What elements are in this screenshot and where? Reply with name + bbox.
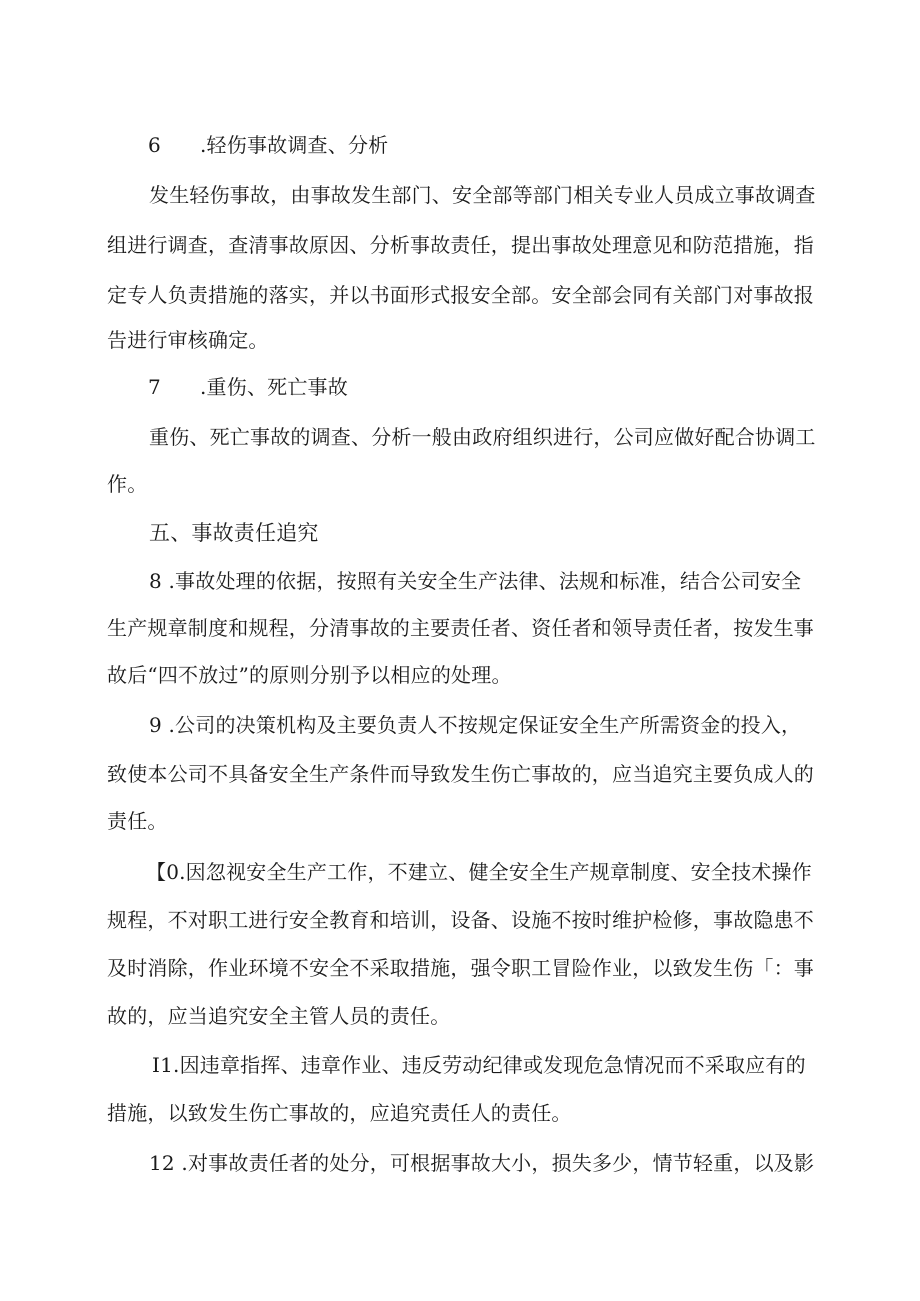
item-10-line-3: 及时消除，作业环境不安全不采取措施，强令职工冒险作业，以致发生伤「：事: [107, 956, 814, 980]
chapter-5-heading: 五、事故责任追究: [149, 521, 319, 545]
section-6-paragraph-line-2: 组进行调查，查清事故原因、分析事故责任，提出事故处理意见和防范措施，指: [107, 233, 814, 257]
item-11-line-1: I1.因违章指挥、违章作业、违反劳动纪律或发现危急情况而不采取应有的: [152, 1053, 806, 1077]
item-12-line-1: 12 .对事故责任者的处分，可根据事故大小，损失多少，情节轻重，以及影: [149, 1151, 815, 1175]
section-6-paragraph-line-3: 定专人负责措施的落实，并以书面形式报安全部。安全部会同有关部门对事故报: [107, 283, 814, 307]
item-9-line-1: 9 .公司的决策机构及主要负责人不按规定保证安全生产所需资金的投入，: [149, 713, 802, 737]
item-9-line-3: 责任。: [107, 809, 168, 833]
section-7-title-text: .重伤、死亡事故: [200, 375, 348, 399]
section-6-number: 6: [148, 133, 161, 157]
item-10-line-4: 故的，应当追究安全主管人员的责任。: [107, 1004, 451, 1028]
section-6-paragraph-line-1: 发生轻伤事故，由事故发生部门、安全部等部门相关专业人员成立事故调查: [149, 183, 816, 207]
item-8-line-1: 8 .事故处理的依据，按照有关安全生产法律、法规和标准，结合公司安全: [149, 569, 802, 593]
section-7-paragraph-line-2: 作。: [107, 472, 148, 496]
item-10-line-1: 【0.因忽视安全生产工作，不建立、健全安全生产规章制度、安全技术操作: [146, 860, 812, 884]
section-7-number: 7: [148, 375, 161, 399]
section-6-paragraph-line-4: 告进行审核确定。: [107, 328, 269, 352]
item-9-line-2: 致使本公司不具备安全生产条件而导致发生伤亡事故的，应当追究主要负成人的: [107, 762, 814, 786]
item-8-line-2: 生产规章制度和规程，分清事故的主要责任者、资任者和领导责任者，按发生事: [107, 616, 814, 640]
item-11-line-2: 措施，以致发生伤亡事故的，应追究责任人的责任。: [107, 1101, 572, 1125]
section-6-title-text: .轻伤事故调查、分析: [200, 133, 389, 157]
item-8-line-3: 故后“四不放过”的原则分别予以相应的处理。: [107, 663, 512, 687]
section-7-paragraph-line-1: 重伤、死亡事故的调查、分析一般由政府组织进行，公司应做好配合协调工: [149, 425, 816, 449]
item-10-line-2: 规程，不对职工进行安全教育和培训，设备、设施不按时维护检修，事故隐患不: [107, 908, 814, 932]
